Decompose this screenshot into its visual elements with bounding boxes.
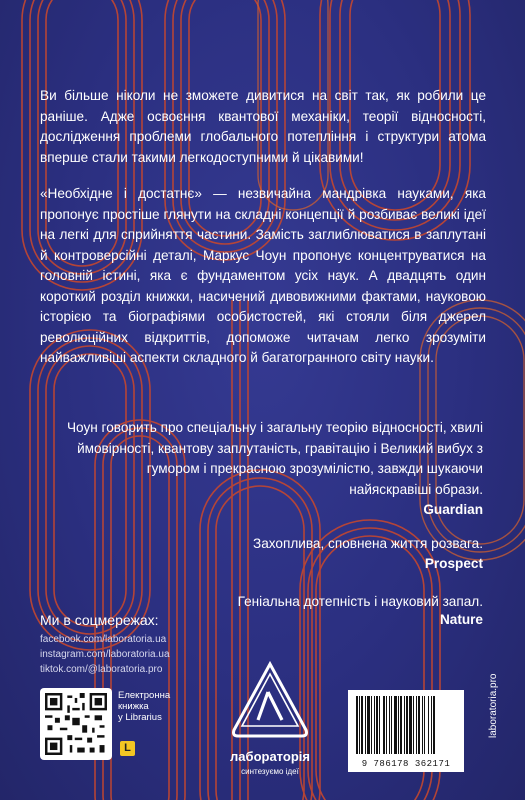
barcode-stripe xyxy=(418,696,420,754)
barcode-stripe xyxy=(404,696,405,754)
barcode-stripe xyxy=(371,696,372,754)
publisher-tagline: синтезуємо ідеї xyxy=(241,767,299,776)
publisher-website[interactable]: laboratoria.pro xyxy=(488,673,499,738)
qr-code-pattern xyxy=(45,693,107,755)
barcode-stripe xyxy=(428,696,429,754)
barcode-stripe xyxy=(400,696,402,754)
barcode-stripe xyxy=(389,696,390,754)
barcode-stripe xyxy=(424,696,425,754)
barcode-stripe xyxy=(367,696,370,754)
ebook-note xyxy=(118,690,170,723)
isbn-barcode xyxy=(348,690,464,772)
ebook-line-3: у Librarius xyxy=(118,712,162,723)
barcode-stripe xyxy=(416,696,417,754)
barcode-stripe xyxy=(359,696,360,754)
description-paragraph-1: Ви більше ніколи не зможете дивитися на світ так, як робили це раніше. Адже освоєння квантової механіки, теорії відносності, дослідження проблеми глобального потепління і структури атома вперше стали такими легкодоступними й цікавими! xyxy=(40,88,486,165)
barcode-stripe xyxy=(391,696,392,754)
barcode-stripe xyxy=(398,696,399,754)
description-paragraph-2: «Необхідне і достатнє» — незвичайна мандрівка науками, яка пропонує простіше глянути на складні концепції й розбиває великі ідеї на легкі для сприйняття частини. Замість заглиблюватися в заплутані й контроверсійні деталі, Маркус Чоун пропонує концентруватися на головній істині, яка є фундаментом усіх наук. А двадцять один короткий розділ книжки, насичений дивовижними фактами, науковою історією та біографіями особистостей, які стояли біля джерел революційних відкриттів, допоможе читачам легко зрозуміти найважливіші аспекти складного й багатогранного світу науки. xyxy=(40,186,486,365)
publisher-logo-icon xyxy=(228,660,312,746)
ebook-line-2: книжка xyxy=(118,701,149,712)
barcode-stripe xyxy=(409,696,412,754)
review-quote-guardian: Чоун говорить про спеціальну і загальну теорію відносності, хвилі ймовірності, квантову заплутаність, гравітацію і Великий вибух з гумором і прекрасною зрозумілістю, завжди шукаючи найяскравіші образи. xyxy=(67,420,483,497)
social-link-instagram[interactable]: instagram.com/laboratoria.ua xyxy=(40,649,170,660)
isbn-number: 9 786178 362171 xyxy=(361,759,451,769)
barcode-stripe xyxy=(356,696,358,754)
review-source-nature: Nature xyxy=(439,612,483,627)
ebook-line-1: Електронна xyxy=(118,690,171,701)
social-link-facebook[interactable]: facebook.com/laboratoria.ua xyxy=(40,634,167,645)
barcode-stripe xyxy=(413,696,414,754)
barcode-stripe xyxy=(365,696,366,754)
barcode-stripe xyxy=(379,696,380,754)
barcode-stripe xyxy=(394,696,397,754)
barcode-stripe xyxy=(361,696,363,754)
review-source-guardian: Guardian xyxy=(423,502,483,517)
social-link-tiktok[interactable]: tiktok.com/@laboratoria.pro xyxy=(40,664,163,675)
review-quote-prospect: Захоплива, сповнена життя розвага. xyxy=(253,536,483,551)
barcode-stripe xyxy=(376,696,378,754)
librarius-icon: L xyxy=(120,741,135,756)
qr-code[interactable] xyxy=(40,688,112,760)
barcode-stripe xyxy=(433,696,435,754)
publisher-name: лабораторія xyxy=(230,749,310,764)
barcode-stripe xyxy=(383,696,385,754)
barcode-stripe xyxy=(374,696,375,754)
review-source-prospect: Prospect xyxy=(424,556,483,571)
barcode-bars xyxy=(356,696,456,754)
barcode-stripe xyxy=(422,696,423,754)
barcode-stripe xyxy=(431,696,432,754)
barcode-stripe xyxy=(406,696,408,754)
review-quote-nature: Геніальна дотепність і науковий запал. xyxy=(237,594,483,609)
social-heading: Ми в соцмережах: xyxy=(40,612,159,628)
barcode-stripe xyxy=(386,696,387,754)
